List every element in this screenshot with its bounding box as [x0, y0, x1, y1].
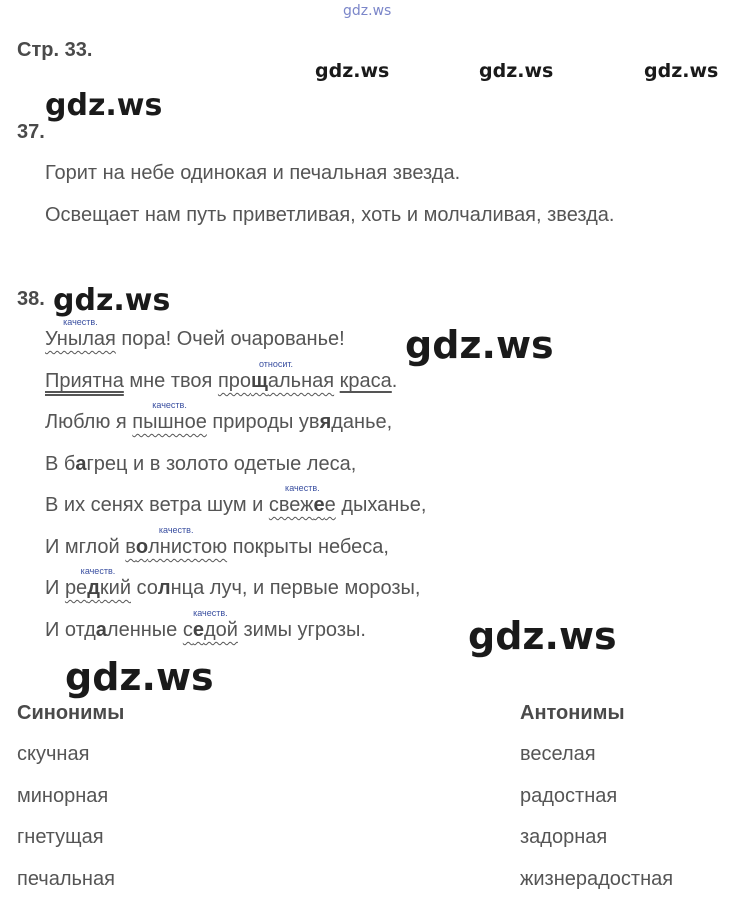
synonym-item: скучная	[17, 743, 90, 765]
antonym-item: жизнерадостная	[520, 868, 674, 890]
watermark-1: gdz.ws	[315, 60, 390, 82]
watermark-5: gdz.ws	[53, 283, 171, 318]
poem-line-7: И качеств. редкий солнца луч, и первые морозы,	[45, 566, 421, 599]
word-volnistoyu: качеств. волнистою	[125, 525, 228, 558]
watermark-8: gdz.ws	[65, 655, 214, 699]
word-pyshnoe: качеств. пышное	[132, 400, 207, 433]
word-proshchalnaya: относит. прощальная	[217, 359, 335, 392]
poem-line-8: И отдаленные качеств. седой зимы угрозы.	[45, 608, 366, 641]
poem-line-4: В багрец и в золото одетые леса,	[45, 453, 357, 475]
watermark-7: gdz.ws	[468, 614, 617, 658]
antonym-item: задорная	[520, 826, 608, 848]
synonym-item: гнетущая	[17, 826, 104, 848]
watermark-4: gdz.ws	[45, 88, 163, 123]
watermark-top: gdz.ws	[343, 3, 392, 19]
synonym-item: минорная	[17, 785, 109, 807]
poem-line-6: И мглой качеств. волнистою покрыты небеса,	[45, 525, 389, 558]
poem-line-1: качеств. Унылая пора! Очей очарованье!	[45, 317, 345, 350]
annotation-quality: качеств.	[80, 566, 116, 576]
poem-line-2: Приятна мне твоя относит. прощальная краса.	[45, 359, 398, 392]
word-svezhee: качеств. свежее	[268, 483, 336, 516]
annotation-quality: качеств.	[193, 608, 228, 618]
antonym-item: веселая	[520, 743, 596, 765]
annotation-quality: качеств.	[285, 483, 320, 493]
exercise-37-number: 37.	[17, 121, 45, 143]
word-priyatna: Приятна	[45, 370, 124, 392]
annotation-quality: качеств.	[63, 317, 98, 327]
word-sedoy: качеств. седой	[182, 608, 238, 641]
antonym-item: радостная	[520, 785, 618, 807]
page-label: Стр. 33.	[17, 39, 93, 61]
poem-line-3: Люблю я качеств. пышное природы увяданье,	[45, 400, 393, 433]
synonyms-header: Синонимы	[17, 702, 125, 724]
exercise-38-number: 38.	[17, 288, 45, 310]
exercise-37-line-1: Горит на небе одинокая и печальная звезда.	[45, 162, 461, 184]
watermark-3: gdz.ws	[644, 60, 719, 82]
word-krasa: краса	[339, 370, 392, 392]
annotation-relative: относит.	[258, 359, 294, 369]
word-unylaya: качеств. Унылая	[45, 317, 116, 350]
watermark-6: gdz.ws	[405, 323, 554, 367]
antonyms-header: Антонимы	[520, 702, 625, 724]
watermark-2: gdz.ws	[479, 60, 554, 82]
annotation-quality: качеств.	[158, 525, 194, 535]
word-redkiy: качеств. редкий	[64, 566, 131, 599]
exercise-37-line-2: Освещает нам путь приветливая, хоть и молчаливая, звезда.	[45, 204, 615, 226]
synonym-item: печальная	[17, 868, 115, 890]
annotation-quality: качеств.	[152, 400, 187, 410]
poem-line-5: В их сенях ветра шум и качеств. свежее дыханье,	[45, 483, 427, 516]
